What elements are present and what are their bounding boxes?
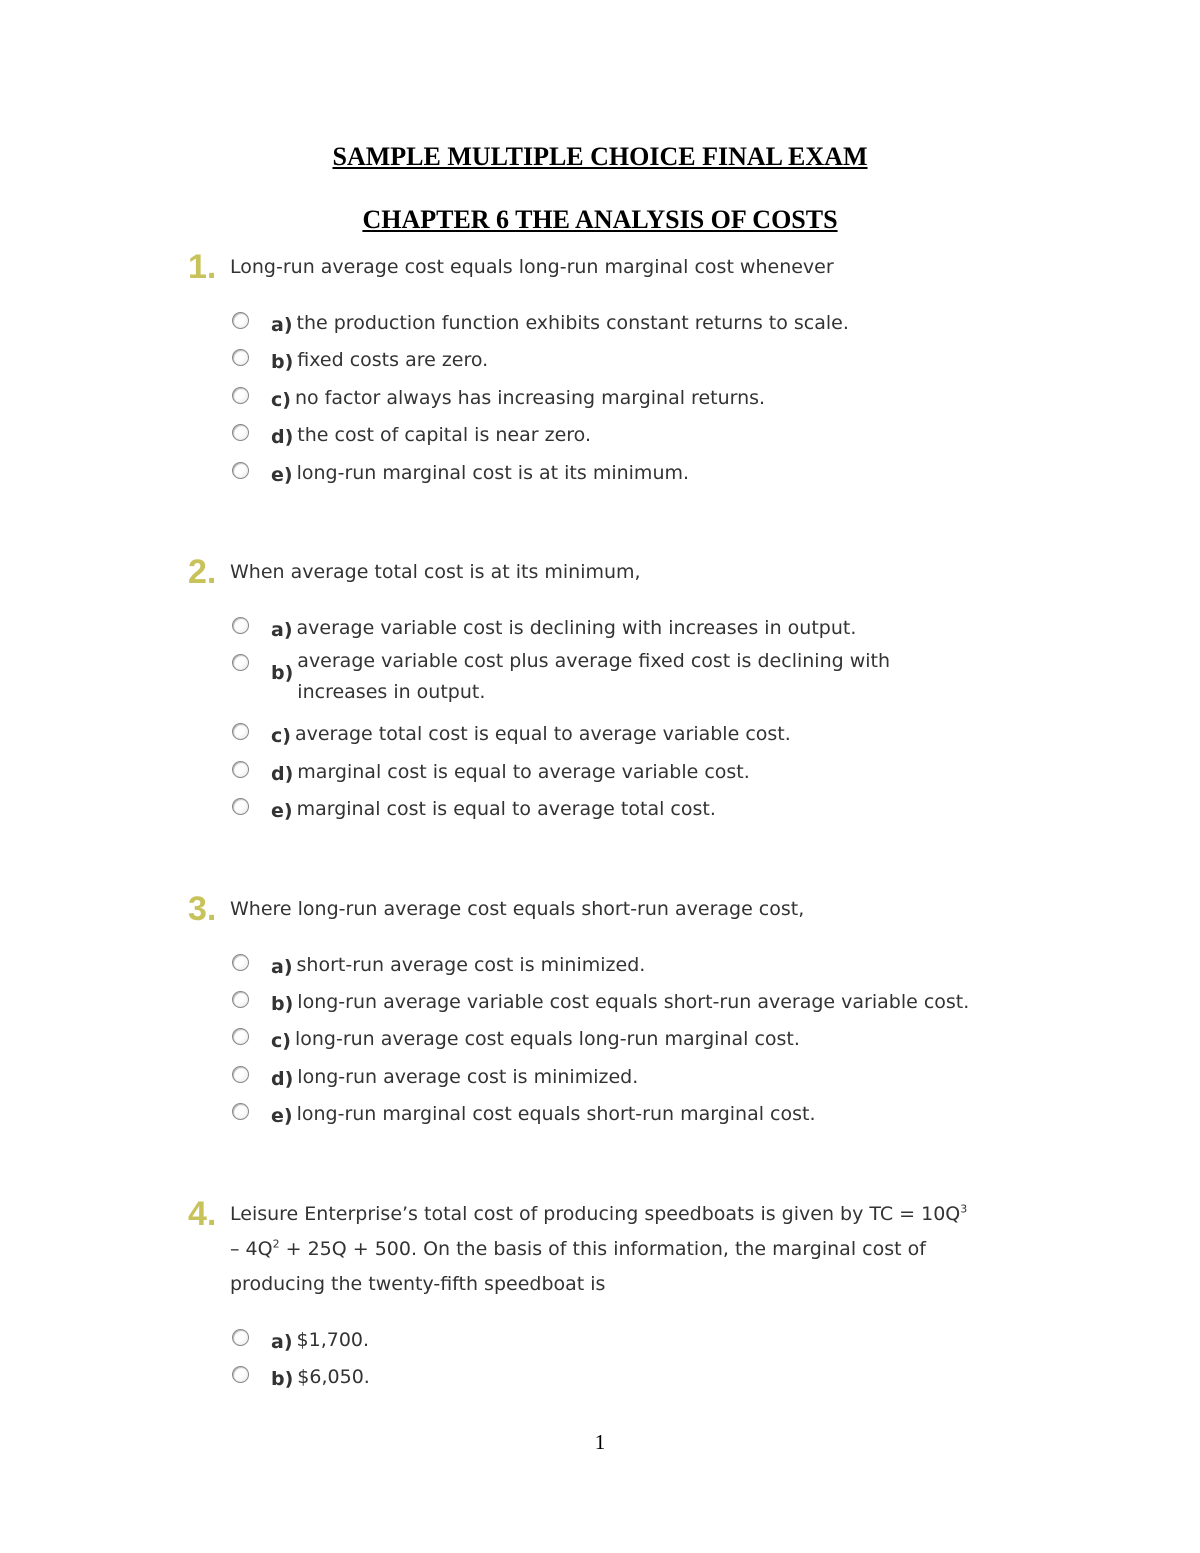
option-letter: e) [271,464,293,486]
option-3a[interactable] [232,952,992,989]
option-3b[interactable] [232,989,992,1026]
option-1a[interactable] [232,310,992,347]
option-letter: a) [271,314,293,336]
option-4a[interactable] [232,1327,992,1364]
option-letter: a) [271,1331,293,1353]
option-2b[interactable] [232,652,992,721]
radio-button-icon[interactable] [232,761,249,778]
option-3e[interactable] [232,1101,992,1138]
radio-button-icon[interactable] [232,954,249,971]
option-text: long-run average cost is minimized. [297,1066,639,1088]
option-letter: c) [271,389,291,411]
option-text: fixed costs are zero. [297,349,489,371]
option-letter: b) [271,351,294,373]
option-letter: e) [271,1105,293,1127]
radio-button-icon[interactable] [232,1366,249,1383]
option-text: long-run marginal cost is at its minimum. [296,462,690,484]
option-letter: d) [271,1068,294,1090]
option-text: short-run average cost is minimized. [296,954,646,976]
option-text: average variable cost is declining with increases in output. [296,617,857,639]
option-text: marginal cost is equal to average total cost. [296,798,716,820]
radio-button-icon[interactable] [232,312,249,329]
question-text: Long-run average cost equals long-run marginal cost whenever [230,256,834,278]
radio-button-icon[interactable] [232,387,249,404]
option-letter: a) [271,956,293,978]
chapter-title: CHAPTER 6 THE ANALYSIS OF COSTS [362,205,838,234]
option-2e[interactable] [232,796,992,833]
option-letter: c) [271,725,291,747]
question-number: 3. [188,890,217,928]
option-1c[interactable] [232,385,992,422]
option-letter: c) [271,1030,291,1052]
option-letter: d) [271,763,294,785]
option-text: marginal cost is equal to average variable cost. [297,761,750,783]
option-letter: e) [271,800,293,822]
radio-button-icon[interactable] [232,1028,249,1045]
option-text: average total cost is equal to average variable cost. [294,723,791,745]
option-2c[interactable] [232,721,992,759]
radio-button-icon[interactable] [232,349,249,366]
radio-button-icon[interactable] [232,991,249,1008]
question-3-options [232,952,992,1138]
question-number: 1. [188,248,217,286]
option-text: $1,700. [296,1329,370,1351]
radio-button-icon[interactable] [232,617,249,634]
option-letter: a) [271,619,293,641]
option-text: long-run average variable cost equals short-run average variable cost. [297,991,970,1013]
option-1d[interactable] [232,422,992,460]
option-text: long-run average cost equals long-run marginal cost. [294,1028,800,1050]
option-1e[interactable] [232,460,992,497]
radio-button-icon[interactable] [232,1329,249,1346]
radio-button-icon[interactable] [232,424,249,441]
option-text: average variable cost plus average fixed cost is declining with increases in output. [297,650,891,703]
option-text: the cost of capital is near zero. [297,424,591,446]
option-text: $6,050. [297,1366,370,1388]
question-text: Leisure Enterprise’s total cost of producing speedboats is given by TC = $10Q^3 - 4Q^2 + 25Q + 500$. On the basis of this information, the marginal cost of producing the twenty-fifth speedboat is [230,1202,968,1295]
page-number: 1 [594,1430,606,1454]
question-1-options [232,310,992,497]
option-3c[interactable] [232,1026,992,1064]
option-4b[interactable] [232,1364,992,1401]
question-text: Where long-run average cost equals short-run average cost, [230,898,805,920]
question-number: 4. [188,1195,217,1233]
radio-button-icon[interactable] [232,1066,249,1083]
exam-title: SAMPLE MULTIPLE CHOICE FINAL EXAM [332,142,868,171]
option-letter: b) [271,993,294,1015]
radio-button-icon[interactable] [232,723,249,740]
radio-button-icon[interactable] [232,1103,249,1120]
option-letter: b) [271,662,294,684]
question-text: When average total cost is at its minimum, [230,561,641,583]
option-letter: b) [271,1368,294,1390]
radio-button-icon[interactable] [232,798,249,815]
option-letter: d) [271,426,294,448]
option-text: long-run marginal cost equals short-run marginal cost. [296,1103,816,1125]
option-1b[interactable] [232,347,992,385]
question-4-options [232,1327,992,1401]
question-number: 2. [188,553,217,591]
option-text: no factor always has increasing marginal returns. [294,387,766,409]
option-3d[interactable] [232,1064,992,1101]
radio-button-icon[interactable] [232,654,249,671]
question-2-options [232,615,992,833]
option-2d[interactable] [232,759,992,796]
radio-button-icon[interactable] [232,462,249,479]
option-text: the production function exhibits constant returns to scale. [296,312,849,334]
